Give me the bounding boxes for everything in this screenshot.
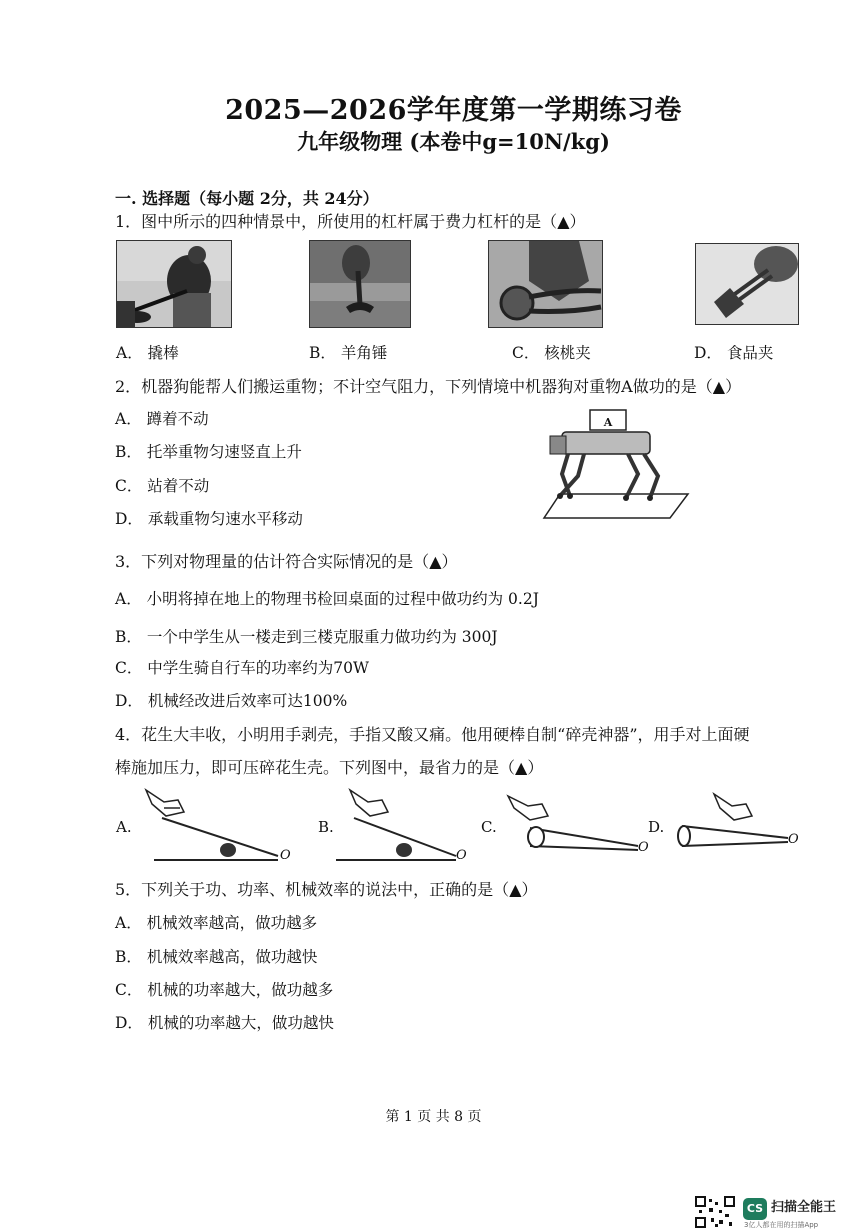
question-2-stem: [115, 374, 741, 397]
figure-c-label: C.: [481, 818, 497, 836]
option-a: A． 小明将掉在地上的物理书检回桌面的过程中做功约为 0.2J: [115, 590, 539, 608]
triangle-icon: ▲: [429, 552, 442, 571]
option-d: D． 机械经改进后效率可达100%: [115, 692, 348, 710]
option-a: A． 机械效率越高，做功越多: [115, 914, 318, 932]
answer-bracket-close: ）: [521, 880, 538, 899]
photo-crowbar: [116, 240, 232, 328]
question-4-line2: [115, 755, 543, 778]
answer-bracket-close: ）: [569, 212, 586, 231]
answer-bracket-close: ）: [441, 552, 458, 571]
lever-figure-a: [140, 786, 292, 864]
question-3-stem: [115, 549, 458, 572]
option-d: D． 机械的功率越大，做功越快: [115, 1014, 334, 1032]
lever-figure-b: [332, 786, 468, 864]
option-d: D． 承载重物匀速水平移动: [115, 510, 303, 528]
option-d-label: D． 食品夹: [694, 344, 774, 362]
figure-b-label: B.: [318, 818, 334, 836]
pivot-o-label: O: [788, 832, 799, 847]
triangle-icon: ▲: [557, 212, 570, 231]
section-heading: 一. 选择题（每小题 2分，共 24分）: [115, 189, 379, 208]
option-b: B． 机械效率越高，做功越快: [115, 948, 318, 966]
box-a-label: A: [603, 416, 613, 429]
pivot-o-label: O: [280, 848, 291, 863]
question-text: 1．图中所示的四种情景中，所使用的杠杆属于费力杠杆的是（: [115, 212, 558, 231]
option-c: C． 站着不动: [115, 477, 210, 495]
question-1-stem: [115, 209, 586, 232]
question-text: 5．下列关于功、功率、机械效率的说法中，正确的是（: [115, 880, 510, 899]
answer-bracket-close: ）: [725, 377, 742, 396]
option-c: C． 中学生骑自行车的功率约为70W: [115, 659, 369, 677]
option-b-label: B． 羊角锤: [309, 344, 388, 362]
photo-claw-hammer: [309, 240, 411, 328]
camscanner-tagline: 3亿人都在用的扫描App: [744, 1221, 819, 1229]
camscanner-logo: CS: [743, 1198, 767, 1220]
exam-subtitle: 九年级物理 (本卷中g=10N/kg): [297, 129, 610, 154]
option-a: A． 蹲着不动: [115, 410, 209, 428]
option-c-label: C． 核桃夹: [512, 344, 591, 362]
photo-nutcracker: [488, 240, 603, 328]
page-number: 第 1 页 共 8 页: [385, 1109, 482, 1125]
pivot-o-label: O: [638, 840, 649, 855]
camscanner-brand: 扫描全能王: [771, 1200, 837, 1215]
question-text: 2．机器狗能帮人们搬运重物；不计空气阻力，下列情境中机器狗对重物A做功的是（: [115, 377, 713, 396]
pivot-o-label: O: [456, 848, 467, 863]
question-4-line1: 4．花生大丰收，小明用手剥壳，手指又酸又痛。他用硬棒自制“碎壳神器”，用手对上面硬: [115, 725, 750, 744]
lever-figure-d: [670, 790, 810, 856]
question-text: 棒施加压力，即可压碎花生壳。下列图中，最省力的是（: [115, 758, 516, 777]
option-a-label: A． 撬棒: [116, 344, 179, 362]
option-b: B． 托举重物匀速竖直上升: [115, 443, 302, 461]
robot-dog-figure: [540, 404, 690, 522]
triangle-icon: ▲: [712, 377, 726, 396]
figure-d-label: D.: [648, 818, 665, 836]
lever-figure-c: [500, 790, 652, 858]
figure-a-label: A.: [116, 818, 132, 836]
triangle-icon: ▲: [515, 758, 528, 777]
question-text: 3．下列对物理量的估计符合实际情况的是（: [115, 552, 430, 571]
answer-bracket-close: ）: [527, 758, 544, 777]
qr-code-icon: [695, 1196, 735, 1228]
option-c: C． 机械的功率越大，做功越多: [115, 981, 334, 999]
option-b: B． 一个中学生从一楼走到三楼克服重力做功约为 300J: [115, 628, 498, 646]
question-5-stem: [115, 877, 538, 900]
photo-food-tongs: [695, 243, 799, 325]
triangle-icon: ▲: [509, 880, 522, 899]
exam-title: 2025—2026学年度第一学期练习卷: [225, 95, 682, 126]
